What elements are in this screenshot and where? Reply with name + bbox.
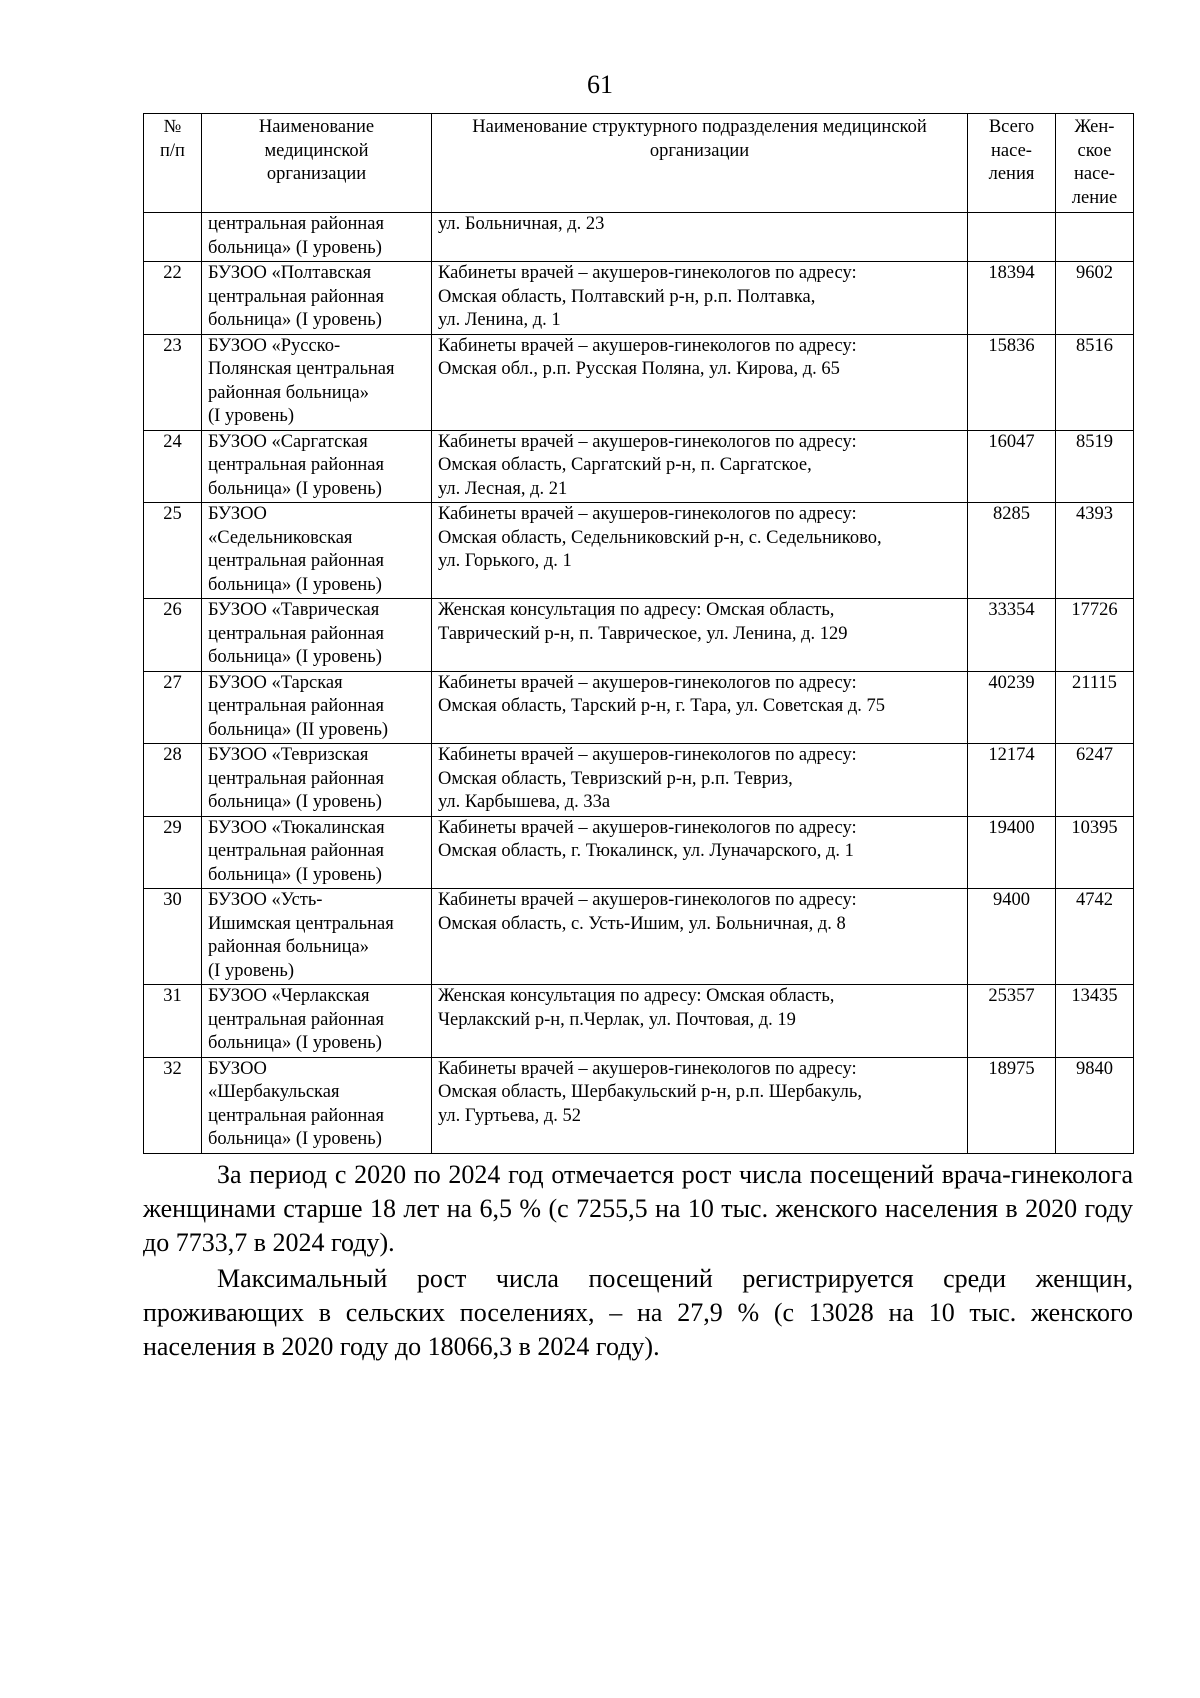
cell-line: «Седельниковская xyxy=(208,527,353,548)
cell-line: БУЗОО xyxy=(208,504,267,524)
cell-num: 22 xyxy=(144,262,202,335)
cell-line: ул. Карбышева, д. 33а xyxy=(438,792,611,812)
cell-total-population: 15836 xyxy=(968,334,1056,430)
table-row xyxy=(144,816,1134,889)
cell-line: Кабинеты врачей – акушеров-гинекологов по адресу: xyxy=(438,890,857,910)
cell-line: Кабинеты врачей – акушеров-гинекологов по адресу: xyxy=(438,335,857,356)
cell-line: Кабинеты врачей – акушеров-гинекологов по адресу: xyxy=(438,263,857,283)
cell-organization xyxy=(202,816,432,889)
cell-num: 28 xyxy=(144,744,202,817)
cell-line: больница» (I уровень) xyxy=(208,1129,382,1149)
cell-line: ул. Горького, д. 1 xyxy=(438,551,572,571)
table-row xyxy=(144,430,1134,503)
cell-female-population: 4393 xyxy=(1056,503,1134,599)
cell-line: Омская область, Седельниковский р-н, с. Седельниково, xyxy=(438,527,882,548)
cell-line: больница» (I уровень) xyxy=(208,1033,382,1053)
page-number: 61 xyxy=(587,70,613,99)
cell-line: больница» (I уровень) xyxy=(208,864,382,885)
table-row xyxy=(144,334,1134,430)
cell-organization xyxy=(202,334,432,430)
cell-line: Омская область, Тарский р-н, г. Тара, ул. Советская д. 75 xyxy=(438,696,886,716)
cell-line: больница» (II уровень) xyxy=(208,719,389,740)
cell-structural-unit xyxy=(432,671,968,744)
cell-line: Кабинеты врачей – акушеров-гинекологов по адресу: xyxy=(438,504,857,524)
cell-line: центральная районная xyxy=(208,455,384,475)
table-row xyxy=(144,889,1134,985)
cell-line: Омская область, Полтавский р-н, р.п. Полтавка, xyxy=(438,286,816,307)
cell-line: Омская область, Тевризский р-н, р.п. Тевриз, xyxy=(438,768,793,789)
cell-num: 31 xyxy=(144,985,202,1058)
cell-line: центральная районная xyxy=(208,841,384,861)
table-body xyxy=(144,213,1134,1154)
cell-line: «Шербакульская xyxy=(208,1082,340,1102)
cell-line: Черлакский р-н, п.Черлак, ул. Почтовая, д. 19 xyxy=(438,1009,796,1030)
cell-line: БУЗОО «Полтавская xyxy=(208,263,372,283)
cell-female-population: 8519 xyxy=(1056,430,1134,503)
cell-line: п/п xyxy=(160,140,185,161)
cell-line: Кабинеты врачей – акушеров-гинекологов по адресу: xyxy=(438,431,857,452)
cell-line: районная больница» xyxy=(208,937,370,957)
cell-total-population xyxy=(968,213,1056,262)
cell-total-population: 18975 xyxy=(968,1057,1056,1153)
cell-line: Омская область, Шербакульский р-н, р.п. Шербакуль, xyxy=(438,1082,862,1102)
cell-total-population: 40239 xyxy=(968,671,1056,744)
cell-line: больница» (I уровень) xyxy=(208,310,382,330)
cell-line: больница» (I уровень) xyxy=(208,574,382,595)
cell-line: (I уровень) xyxy=(208,960,295,981)
cell-organization xyxy=(202,503,432,599)
cell-line: больница» (I уровень) xyxy=(208,792,382,812)
cell-line: организации xyxy=(649,140,750,161)
cell-line: больница» (I уровень) xyxy=(208,647,382,667)
cell-line: БУЗОО «Русско- xyxy=(208,335,341,356)
cell-line: БУЗОО «Саргатская xyxy=(208,431,368,452)
cell-female-population: 8516 xyxy=(1056,334,1134,430)
table-row xyxy=(144,1057,1134,1153)
cell-line: центральная районная xyxy=(208,696,384,716)
body-text xyxy=(143,1158,1133,1364)
cell-line: организации xyxy=(266,164,367,184)
table-row xyxy=(144,262,1134,335)
cell-line: БУЗОО «Усть- xyxy=(208,890,323,910)
cell-line: центральная районная xyxy=(208,286,384,307)
table-row xyxy=(144,503,1134,599)
cell-line: Омская область, с. Усть-Ишим, ул. Больничная, д. 8 xyxy=(438,913,846,934)
cell-line: Кабинеты врачей – акушеров-гинекологов по адресу: xyxy=(438,1058,857,1079)
cell-female-population: 9840 xyxy=(1056,1057,1134,1153)
cell-structural-unit xyxy=(432,334,968,430)
cell-female-population: 4742 xyxy=(1056,889,1134,985)
cell-line: Ишимская центральная xyxy=(208,913,394,934)
cell-structural-unit xyxy=(432,744,968,817)
cell-organization xyxy=(202,430,432,503)
cell-organization xyxy=(202,671,432,744)
cell-total-population: 19400 xyxy=(968,816,1056,889)
cell-line: Жен- xyxy=(1074,117,1115,137)
cell-line: Женская консультация по адресу: Омская область, xyxy=(438,986,835,1006)
cell-total-population: 33354 xyxy=(968,599,1056,672)
cell-num: 30 xyxy=(144,889,202,985)
header-org xyxy=(202,114,432,213)
cell-line: медицинской xyxy=(264,140,369,161)
cell-line: ление xyxy=(1071,187,1118,208)
cell-structural-unit xyxy=(432,599,968,672)
cell-line: БУЗОО «Тарская xyxy=(208,672,343,693)
cell-line: Омская область, Саргатский р-н, п. Саргатское, xyxy=(438,455,812,475)
cell-line: Всего xyxy=(988,117,1035,137)
cell-structural-unit xyxy=(432,262,968,335)
cell-line: Полянская центральная xyxy=(208,359,395,379)
cell-line: центральная районная xyxy=(208,768,384,789)
paragraph-rural-growth: Максимальный рост числа посещений регистрируется среди женщин, проживающих в сельских поселениях, – на 27,9 % (с 13028 на 10 тыс. женского населения в 2020 году до 18066,3 в 2024 году). xyxy=(143,1264,1133,1361)
cell-line: ул. Ленина, д. 1 xyxy=(438,310,561,330)
facilities-table xyxy=(143,113,1134,1154)
header-total-population xyxy=(968,114,1056,213)
cell-female-population: 9602 xyxy=(1056,262,1134,335)
cell-total-population: 18394 xyxy=(968,262,1056,335)
cell-line: (I уровень) xyxy=(208,406,295,426)
cell-line: больница» (I уровень) xyxy=(208,478,382,499)
cell-line: Наименование структурного подразделения медицинской xyxy=(472,117,927,137)
cell-num: 32 xyxy=(144,1057,202,1153)
cell-num xyxy=(144,213,202,262)
table-header-row xyxy=(144,114,1134,213)
cell-line: Омская обл., р.п. Русская Поляна, ул. Кирова, д. 65 xyxy=(438,359,840,379)
cell-line: Наименование xyxy=(258,117,375,137)
cell-structural-unit xyxy=(432,213,968,262)
cell-line: Кабинеты врачей – акушеров-гинекологов по адресу: xyxy=(438,817,857,838)
cell-num: 26 xyxy=(144,599,202,672)
cell-line: Таврический р-н, п. Таврическое, ул. Ленина, д. 129 xyxy=(438,623,848,644)
table-row xyxy=(144,744,1134,817)
header-unit xyxy=(432,114,968,213)
table-row xyxy=(144,599,1134,672)
cell-structural-unit xyxy=(432,1057,968,1153)
cell-line: БУЗОО «Таврическая xyxy=(208,600,380,620)
cell-female-population: 10395 xyxy=(1056,816,1134,889)
cell-organization xyxy=(202,744,432,817)
cell-female-population: 17726 xyxy=(1056,599,1134,672)
cell-organization xyxy=(202,889,432,985)
cell-total-population: 9400 xyxy=(968,889,1056,985)
cell-line: центральная районная xyxy=(208,214,384,234)
cell-organization xyxy=(202,985,432,1058)
cell-structural-unit xyxy=(432,816,968,889)
cell-line: БУЗОО «Черлакская xyxy=(208,986,370,1006)
cell-organization xyxy=(202,599,432,672)
cell-line: Женская консультация по адресу: Омская область, xyxy=(438,600,835,620)
cell-structural-unit xyxy=(432,985,968,1058)
cell-structural-unit xyxy=(432,430,968,503)
cell-line: ул. Гуртьева, д. 52 xyxy=(438,1105,582,1126)
cell-line: центральная районная xyxy=(208,1105,384,1126)
header-num xyxy=(144,114,202,213)
cell-line: районная больница» xyxy=(208,382,370,403)
cell-line: центральная районная xyxy=(208,1009,384,1030)
table-row xyxy=(144,213,1134,262)
cell-total-population: 25357 xyxy=(968,985,1056,1058)
cell-total-population: 12174 xyxy=(968,744,1056,817)
cell-female-population: 13435 xyxy=(1056,985,1134,1058)
cell-organization xyxy=(202,1057,432,1153)
cell-female-population xyxy=(1056,213,1134,262)
cell-line: ское xyxy=(1077,140,1112,161)
cell-line: БУЗОО «Тевризская xyxy=(208,745,369,765)
cell-line: ления xyxy=(988,164,1035,184)
cell-line: БУЗОО xyxy=(208,1058,267,1079)
cell-structural-unit xyxy=(432,503,968,599)
paragraph-visits-growth: За период с 2020 по 2024 год отмечается рост числа посещений врача-гинеколога женщинами старше 18 лет на 6,5 % (с 7255,5 на 10 тыс. женского населения в 2020 году до 7733,7 в 2024 году). xyxy=(143,1160,1133,1257)
cell-line: ул. Больничная, д. 23 xyxy=(438,214,605,234)
cell-structural-unit xyxy=(432,889,968,985)
cell-line: Кабинеты врачей – акушеров-гинекологов по адресу: xyxy=(438,745,857,765)
table-row xyxy=(144,985,1134,1058)
cell-num: 25 xyxy=(144,503,202,599)
cell-line: ул. Лесная, д. 21 xyxy=(438,478,568,499)
cell-line: № xyxy=(163,117,182,137)
cell-line: Кабинеты врачей – акушеров-гинекологов по адресу: xyxy=(438,672,857,693)
cell-organization xyxy=(202,213,432,262)
cell-total-population: 8285 xyxy=(968,503,1056,599)
cell-line: больница» (I уровень) xyxy=(208,237,382,258)
cell-line: центральная районная xyxy=(208,623,384,644)
cell-num: 29 xyxy=(144,816,202,889)
cell-organization xyxy=(202,262,432,335)
cell-line: насе- xyxy=(991,140,1032,161)
cell-num: 23 xyxy=(144,334,202,430)
cell-line: БУЗОО «Тюкалинская xyxy=(208,817,385,838)
cell-line: центральная районная xyxy=(208,551,384,571)
cell-line: Омская область, г. Тюкалинск, ул. Луначарского, д. 1 xyxy=(438,841,854,861)
table-row xyxy=(144,671,1134,744)
header-female-population xyxy=(1056,114,1134,213)
cell-female-population: 21115 xyxy=(1056,671,1134,744)
cell-num: 24 xyxy=(144,430,202,503)
cell-num: 27 xyxy=(144,671,202,744)
cell-total-population: 16047 xyxy=(968,430,1056,503)
cell-female-population: 6247 xyxy=(1056,744,1134,817)
cell-line: насе- xyxy=(1074,164,1115,184)
